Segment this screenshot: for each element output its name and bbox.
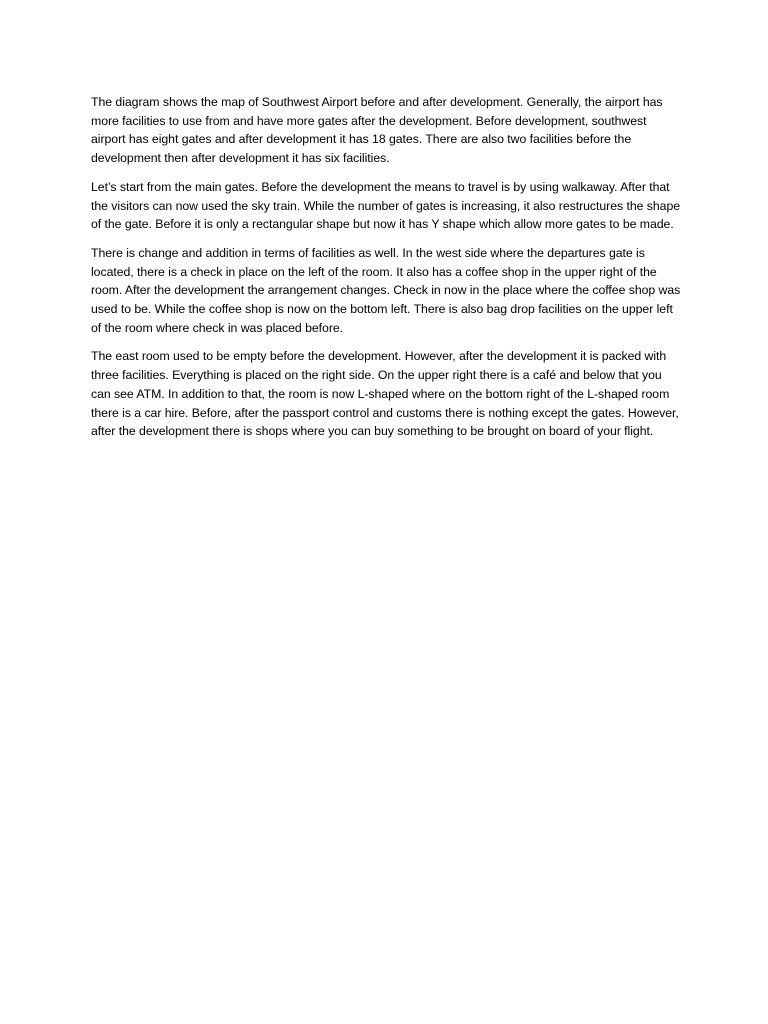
paragraph-main-gates: Let’s start from the main gates. Before the development the means to travel is by using walkaway. After that the visitors can now used the sky train. While the number of gates is increasing, it also restructures the shape of the gate. Before it is only a rectangular shape but now it has Y shape which allow more gates to be made.: [91, 179, 681, 232]
paragraph-west-facilities: There is change and addition in terms of facilities as well. In the west side where the departures gate is located, there is a check in place on the left of the room. It also has a coffee shop in the upper right of the room. After the development the arrangement changes. Check in now in the place where the coffee shop was used to be. While the coffee shop is now on the bottom left. There is also bag drop facilities on the upper left of the room where check in was placed before.: [91, 245, 681, 335]
paragraph-east-room: The east room used to be empty before the development. However, after the development it is packed with three facilities. Everything is placed on the right side. On the upper right there is a café and below that you can see ATM. In addition to that, the room is now L-shaped where on the bottom right of the L-shaped room there is a car hire. Before, after the passport control and customs there is nothing except the gates. However, after the development there is shops where you can buy something to be brought on board of your flight.: [91, 349, 679, 439]
document-body: [91, 93, 681, 451]
paragraph-intro: The diagram shows the map of Southwest Airport before and after development. Generally, the airport has more facilities to use from and have more gates after the development. Before development, southwest airport has eight gates and after development it has 18 gates. There are also two facilities before the development then after development it has six facilities.: [91, 95, 663, 166]
